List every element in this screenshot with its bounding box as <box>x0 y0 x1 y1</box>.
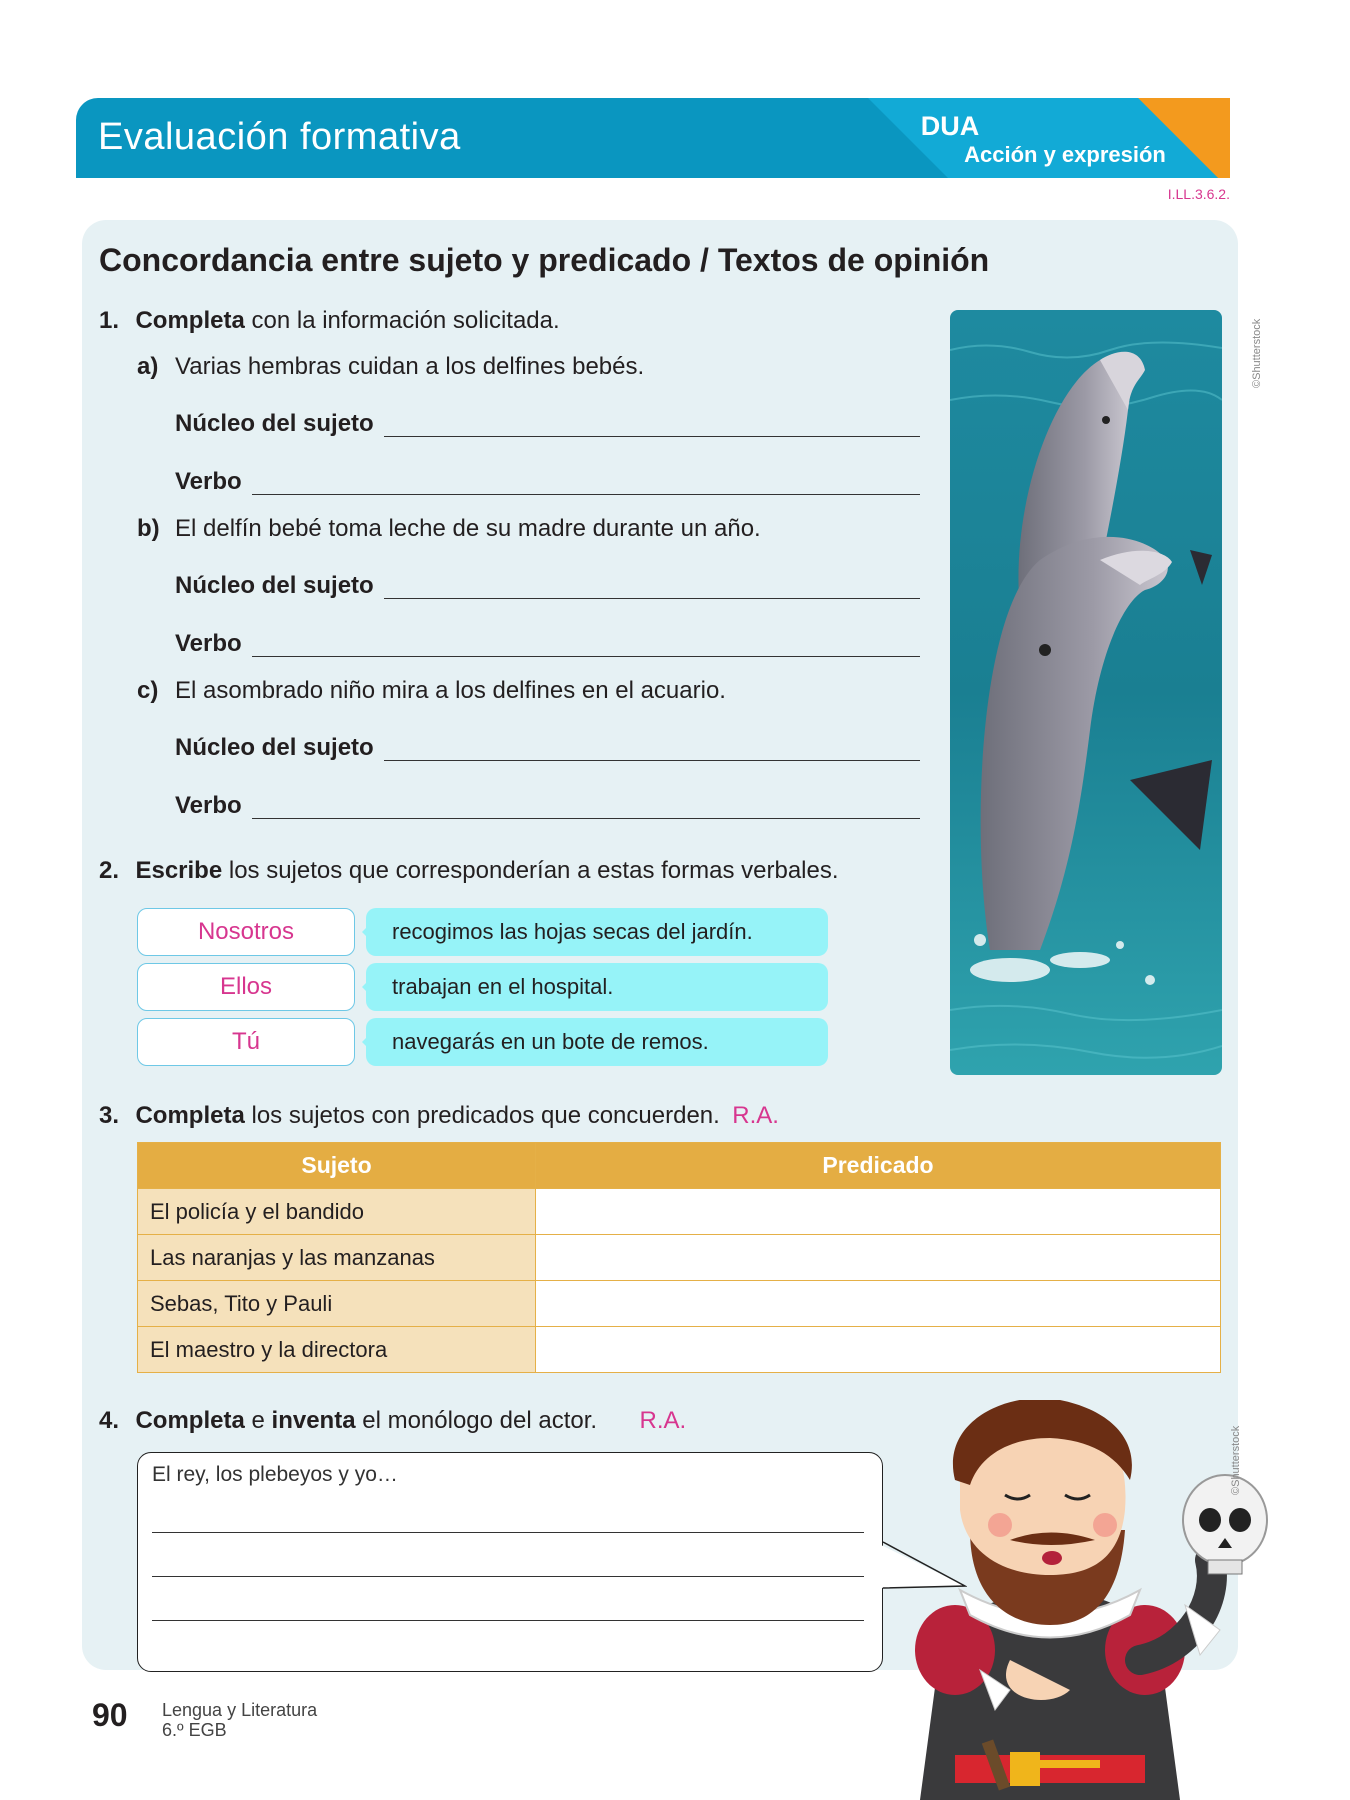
subject-nucleus-answer-line[interactable] <box>384 760 920 761</box>
predicate-answer-cell[interactable] <box>536 1281 1221 1327</box>
predicate-answer-cell[interactable] <box>536 1235 1221 1281</box>
subject-nucleus-label: Núcleo del sujeto <box>175 572 374 599</box>
subject-predicate-table <box>137 1142 1221 1373</box>
question-verb: Completa <box>135 1407 245 1434</box>
item-letter: b) <box>137 515 160 542</box>
question-number: 1. <box>99 307 120 334</box>
ra-label: R.A. <box>639 1407 687 1434</box>
subject-answer-box[interactable]: Ellos <box>137 963 355 1011</box>
question-text: con la información solicitada. <box>251 307 560 334</box>
question-1 <box>99 307 560 335</box>
verb-label: Verbo <box>175 630 242 657</box>
question-verb: Completa <box>135 307 245 334</box>
dolphin-photo <box>950 310 1222 1075</box>
question-number: 4. <box>99 1407 120 1434</box>
dua-subtitle: Acción y expresión <box>964 142 1166 167</box>
question-text: el monólogo del actor. <box>362 1407 598 1434</box>
monologue-start: El rey, los plebeyos y yo… <box>152 1463 398 1486</box>
column-header-predicate: Predicado <box>536 1143 1221 1189</box>
question-connector: e <box>251 1407 265 1434</box>
predicate-answer-cell[interactable] <box>536 1327 1221 1373</box>
item-sentence: El asombrado niño mira a los delfines en el acuario. <box>175 677 726 704</box>
column-header-subject: Sujeto <box>138 1143 536 1189</box>
footer-subject <box>162 1700 317 1740</box>
question-text: los sujetos que corresponderían a estas formas verbales. <box>228 857 839 884</box>
item-letter: a) <box>137 353 159 380</box>
verb-answer-line[interactable] <box>252 818 920 819</box>
skill-code: I.LL.3.6.2. <box>1167 186 1230 202</box>
verb-form-bubble: trabajan en el hospital. <box>366 963 828 1011</box>
table-row <box>138 1281 1221 1327</box>
actor-illustration <box>900 1400 1280 1800</box>
item-sentence: Varias hembras cuidan a los delfines bebés. <box>175 353 645 380</box>
question-verb: Completa <box>135 1102 245 1129</box>
section-title: Concordancia entre sujeto y predicado / Textos de opinión <box>99 242 990 278</box>
subject-nucleus-label: Núcleo del sujeto <box>175 734 374 761</box>
predicate-answer-cell[interactable] <box>536 1189 1221 1235</box>
subject-answer-box[interactable]: Nosotros <box>137 908 355 956</box>
dua-title: DUA <box>920 111 980 141</box>
subject-cell: Sebas, Tito y Pauli <box>138 1281 536 1327</box>
question-text: los sujetos con predicados que concuerden. <box>251 1102 720 1129</box>
verb-answer-line[interactable] <box>252 494 920 495</box>
item-letter: c) <box>137 677 159 704</box>
page-title: Evaluación formativa <box>98 116 461 158</box>
question-number: 2. <box>99 857 120 884</box>
verb-label: Verbo <box>175 468 242 495</box>
question-verb: inventa <box>271 1407 356 1434</box>
table-header-row <box>138 1143 1221 1189</box>
subject-cell: Las naranjas y las manzanas <box>138 1235 536 1281</box>
photo-credit: ©Shutterstock <box>1251 318 1263 388</box>
verb-answer-line[interactable] <box>252 656 920 657</box>
subject-name: Lengua y Literatura <box>162 1700 318 1720</box>
writing-line[interactable] <box>152 1576 864 1577</box>
question-2 <box>99 857 839 885</box>
table-row <box>138 1189 1221 1235</box>
table-row <box>138 1327 1221 1373</box>
subject-nucleus-answer-line[interactable] <box>384 598 920 599</box>
item-sentence: El delfín bebé toma leche de su madre durante un año. <box>175 515 761 542</box>
grade-level: 6.º EGB <box>162 1720 227 1740</box>
illustration-credit: ©Shutterstock <box>1230 1425 1242 1495</box>
question-3 <box>99 1102 779 1130</box>
verb-form-bubble: navegarás en un bote de remos. <box>366 1018 828 1066</box>
writing-line[interactable] <box>152 1532 864 1533</box>
subject-nucleus-answer-line[interactable] <box>384 436 920 437</box>
page-number: 90 <box>92 1697 128 1733</box>
subject-nucleus-label: Núcleo del sujeto <box>175 410 374 437</box>
table-row <box>138 1235 1221 1281</box>
question-4 <box>99 1407 686 1435</box>
writing-line[interactable] <box>152 1620 864 1621</box>
verb-label: Verbo <box>175 792 242 819</box>
ra-label: R.A. <box>732 1102 779 1129</box>
subject-cell: El policía y el bandido <box>138 1189 536 1235</box>
question-number: 3. <box>99 1102 120 1129</box>
verb-form-bubble: recogimos las hojas secas del jardín. <box>366 908 828 956</box>
subject-answer-box[interactable]: Tú <box>137 1018 355 1066</box>
question-verb: Escribe <box>135 857 223 884</box>
subject-cell: El maestro y la directora <box>138 1327 536 1373</box>
